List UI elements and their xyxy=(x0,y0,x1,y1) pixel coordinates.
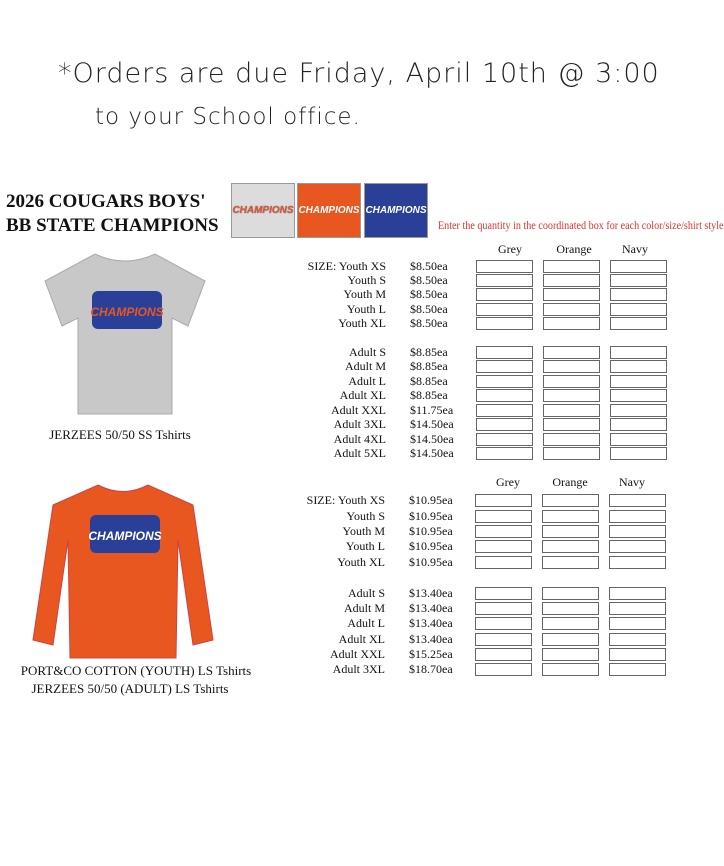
qty-box-navy[interactable] xyxy=(609,494,666,507)
size-label: Adult 4XL xyxy=(333,431,386,446)
ls-caption-1: PORT&CO COTTON (YOUTH) LS Tshirts xyxy=(20,663,252,678)
qty-box-navy[interactable] xyxy=(610,274,667,287)
price: $14.50ea xyxy=(410,431,454,446)
qty-box-navy[interactable] xyxy=(610,360,667,373)
qty-box-grey[interactable] xyxy=(475,510,532,523)
qty-box-navy[interactable] xyxy=(609,556,666,569)
size-label: Adult 3XL xyxy=(332,662,385,677)
size-row xyxy=(289,616,676,631)
size-row xyxy=(290,403,677,418)
orange-ls-tshirt-image xyxy=(28,480,218,660)
page-title xyxy=(6,190,219,238)
size-row xyxy=(290,418,677,433)
grey-ss-tshirt-image xyxy=(40,246,210,416)
size-row xyxy=(289,647,676,662)
price: $14.50ea xyxy=(410,417,454,432)
qty-box-grey[interactable] xyxy=(475,540,532,553)
price: $8.85ea xyxy=(410,344,448,359)
size-label: Adult XL xyxy=(339,388,386,403)
qty-box-grey[interactable] xyxy=(475,556,532,569)
qty-box-orange[interactable] xyxy=(543,389,600,402)
qty-box-orange[interactable] xyxy=(542,525,599,538)
size-label: Adult L xyxy=(348,373,386,388)
col-navy-2: Navy xyxy=(619,475,645,489)
ss-youth-table xyxy=(290,259,677,331)
price: $8.85ea xyxy=(410,388,448,403)
qty-box-grey[interactable] xyxy=(476,260,533,273)
qty-box-orange[interactable] xyxy=(543,360,600,373)
qty-box-navy[interactable] xyxy=(609,633,666,646)
qty-box-grey[interactable] xyxy=(475,602,532,615)
qty-box-orange[interactable] xyxy=(543,274,600,287)
qty-box-navy[interactable] xyxy=(610,433,667,446)
price: $8.50ea xyxy=(410,287,448,302)
qty-box-navy[interactable] xyxy=(609,617,666,630)
qty-box-navy[interactable] xyxy=(610,447,667,460)
price: $8.50ea xyxy=(410,258,448,273)
qty-box-orange[interactable] xyxy=(543,317,600,330)
size-label: Adult XXL xyxy=(330,646,385,661)
price: $13.40ea xyxy=(409,631,453,646)
qty-box-navy[interactable] xyxy=(609,510,666,523)
size-label: Youth M xyxy=(343,287,386,302)
qty-box-orange[interactable] xyxy=(542,556,599,569)
price: $15.25ea xyxy=(409,646,453,661)
qty-box-navy[interactable] xyxy=(610,346,667,359)
size-row xyxy=(290,302,677,316)
qty-box-navy[interactable] xyxy=(610,418,667,431)
size-row xyxy=(289,662,676,677)
size-label: Youth S xyxy=(346,508,385,523)
qty-box-navy[interactable] xyxy=(610,288,667,301)
qty-box-orange[interactable] xyxy=(542,663,599,676)
size-row xyxy=(289,508,676,523)
col-grey-2: Grey xyxy=(496,475,520,489)
qty-box-grey[interactable] xyxy=(475,587,532,600)
size-label: Adult L xyxy=(347,616,385,631)
qty-box-navy[interactable] xyxy=(610,260,667,273)
size-label: Adult XL xyxy=(338,631,385,646)
handwritten-note-line1: *Orders are due Friday, April 10th @ 3:00 xyxy=(58,58,660,89)
size-label: Youth XL xyxy=(337,554,385,569)
price: $13.40ea xyxy=(409,616,453,631)
qty-box-navy[interactable] xyxy=(609,663,666,676)
qty-box-orange[interactable] xyxy=(542,540,599,553)
ls-caption-2: JERZEES 50/50 (ADULT) LS Tshirts xyxy=(31,681,229,696)
ls-youth-table xyxy=(289,493,676,570)
qty-box-orange[interactable] xyxy=(542,602,599,615)
size-row xyxy=(290,389,677,404)
price: $10.95ea xyxy=(409,523,453,538)
size-row xyxy=(289,539,676,554)
size-label: Youth S xyxy=(347,273,386,288)
col-navy: Navy xyxy=(622,242,648,256)
price: $10.95ea xyxy=(409,493,453,508)
size-row xyxy=(290,374,677,389)
size-row xyxy=(290,288,677,302)
qty-box-navy[interactable] xyxy=(609,648,666,661)
size-label: Adult S xyxy=(347,586,385,601)
qty-box-grey[interactable] xyxy=(475,648,532,661)
size-label: Adult XXL xyxy=(331,402,386,417)
qty-box-navy[interactable] xyxy=(610,317,667,330)
qty-box-orange[interactable] xyxy=(543,404,600,417)
price: $10.95ea xyxy=(409,554,453,569)
qty-box-orange[interactable] xyxy=(543,433,600,446)
price: $8.50ea xyxy=(410,301,448,316)
qty-box-grey[interactable] xyxy=(476,346,533,359)
qty-box-navy[interactable] xyxy=(610,375,667,388)
qty-box-grey[interactable] xyxy=(475,617,532,630)
price: $13.40ea xyxy=(409,586,453,601)
title-line1: 2026 COUGARS BOYS' xyxy=(6,191,206,212)
price: $11.75ea xyxy=(410,402,454,417)
qty-box-grey[interactable] xyxy=(476,447,533,460)
qty-box-orange[interactable] xyxy=(542,510,599,523)
size-row xyxy=(290,360,677,375)
size-row xyxy=(290,317,677,331)
size-row xyxy=(289,586,676,601)
size-row xyxy=(290,273,677,287)
qty-box-grey[interactable] xyxy=(476,433,533,446)
qty-box-orange[interactable] xyxy=(542,617,599,630)
col-orange: Orange xyxy=(556,242,592,256)
size-row xyxy=(290,447,677,462)
qty-box-orange[interactable] xyxy=(542,648,599,661)
title-line2: BB STATE CHAMPIONS xyxy=(6,215,219,236)
svg-text:CHAMPIONS: CHAMPIONS xyxy=(88,529,162,543)
qty-box-orange[interactable] xyxy=(543,346,600,359)
size-label: Adult 5XL xyxy=(333,446,386,461)
size-row xyxy=(290,432,677,447)
qty-box-grey[interactable] xyxy=(476,360,533,373)
qty-box-grey[interactable] xyxy=(476,303,533,316)
logo-orange: CHAMPIONS xyxy=(297,183,361,238)
ss-adult-table xyxy=(290,345,677,461)
qty-box-orange[interactable] xyxy=(543,288,600,301)
qty-box-orange[interactable] xyxy=(543,418,600,431)
qty-box-navy[interactable] xyxy=(610,389,667,402)
qty-box-grey[interactable] xyxy=(476,274,533,287)
size-label: Youth L xyxy=(345,539,385,554)
qty-box-navy[interactable] xyxy=(609,602,666,615)
qty-box-grey[interactable] xyxy=(476,418,533,431)
size-row xyxy=(289,601,676,616)
qty-box-grey[interactable] xyxy=(476,288,533,301)
size-label: Adult M xyxy=(343,601,385,616)
size-label: SIZE: Youth XS xyxy=(306,493,385,508)
price: $18.70ea xyxy=(409,662,453,677)
size-row xyxy=(290,259,677,273)
qty-box-grey[interactable] xyxy=(476,317,533,330)
size-label: Adult 3XL xyxy=(333,417,386,432)
qty-box-navy[interactable] xyxy=(610,404,667,417)
size-row xyxy=(289,555,676,570)
qty-box-orange[interactable] xyxy=(543,260,600,273)
price: $13.40ea xyxy=(409,601,453,616)
price: $8.50ea xyxy=(410,316,448,331)
size-label: Adult M xyxy=(344,359,386,374)
handwritten-note-line2: to your School office. xyxy=(95,104,361,130)
price: $8.50ea xyxy=(410,273,448,288)
logo-navy: CHAMPIONS xyxy=(364,183,428,238)
size-row xyxy=(289,524,676,539)
qty-box-grey[interactable] xyxy=(476,389,533,402)
qty-box-orange[interactable] xyxy=(542,633,599,646)
size-label: Adult S xyxy=(348,344,386,359)
ls-adult-table xyxy=(289,586,676,677)
logo-grey: CHAMPIONS xyxy=(231,183,295,238)
size-row xyxy=(290,345,677,360)
svg-text:CHAMPIONS: CHAMPIONS xyxy=(90,305,164,319)
price: $10.95ea xyxy=(409,508,453,523)
price: $8.85ea xyxy=(410,373,448,388)
ss-caption: JERZEES 50/50 SS Tshirts xyxy=(49,427,191,442)
qty-box-navy[interactable] xyxy=(609,525,666,538)
size-row xyxy=(289,632,676,647)
price: $14.50ea xyxy=(410,446,454,461)
qty-box-grey[interactable] xyxy=(476,375,533,388)
size-label: SIZE: Youth XS xyxy=(307,258,386,273)
qty-box-navy[interactable] xyxy=(610,303,667,316)
price: $8.85ea xyxy=(410,359,448,374)
qty-box-orange[interactable] xyxy=(542,587,599,600)
qty-box-orange[interactable] xyxy=(543,303,600,316)
qty-box-orange[interactable] xyxy=(543,375,600,388)
size-row xyxy=(289,493,676,508)
qty-box-grey[interactable] xyxy=(475,525,532,538)
qty-box-navy[interactable] xyxy=(609,587,666,600)
qty-box-grey[interactable] xyxy=(475,633,532,646)
qty-box-navy[interactable] xyxy=(609,540,666,553)
qty-box-orange[interactable] xyxy=(542,494,599,507)
qty-box-grey[interactable] xyxy=(476,404,533,417)
price: $10.95ea xyxy=(409,539,453,554)
col-orange-2: Orange xyxy=(552,475,588,489)
qty-box-grey[interactable] xyxy=(475,494,532,507)
size-label: Youth M xyxy=(342,523,385,538)
size-label: Youth XL xyxy=(338,316,386,331)
qty-box-grey[interactable] xyxy=(475,663,532,676)
instructions: Enter the quantity in the coordinated box for each color/size/shirt style xyxy=(438,220,724,232)
col-grey: Grey xyxy=(498,242,522,256)
qty-box-orange[interactable] xyxy=(543,447,600,460)
size-label: Youth L xyxy=(346,301,386,316)
